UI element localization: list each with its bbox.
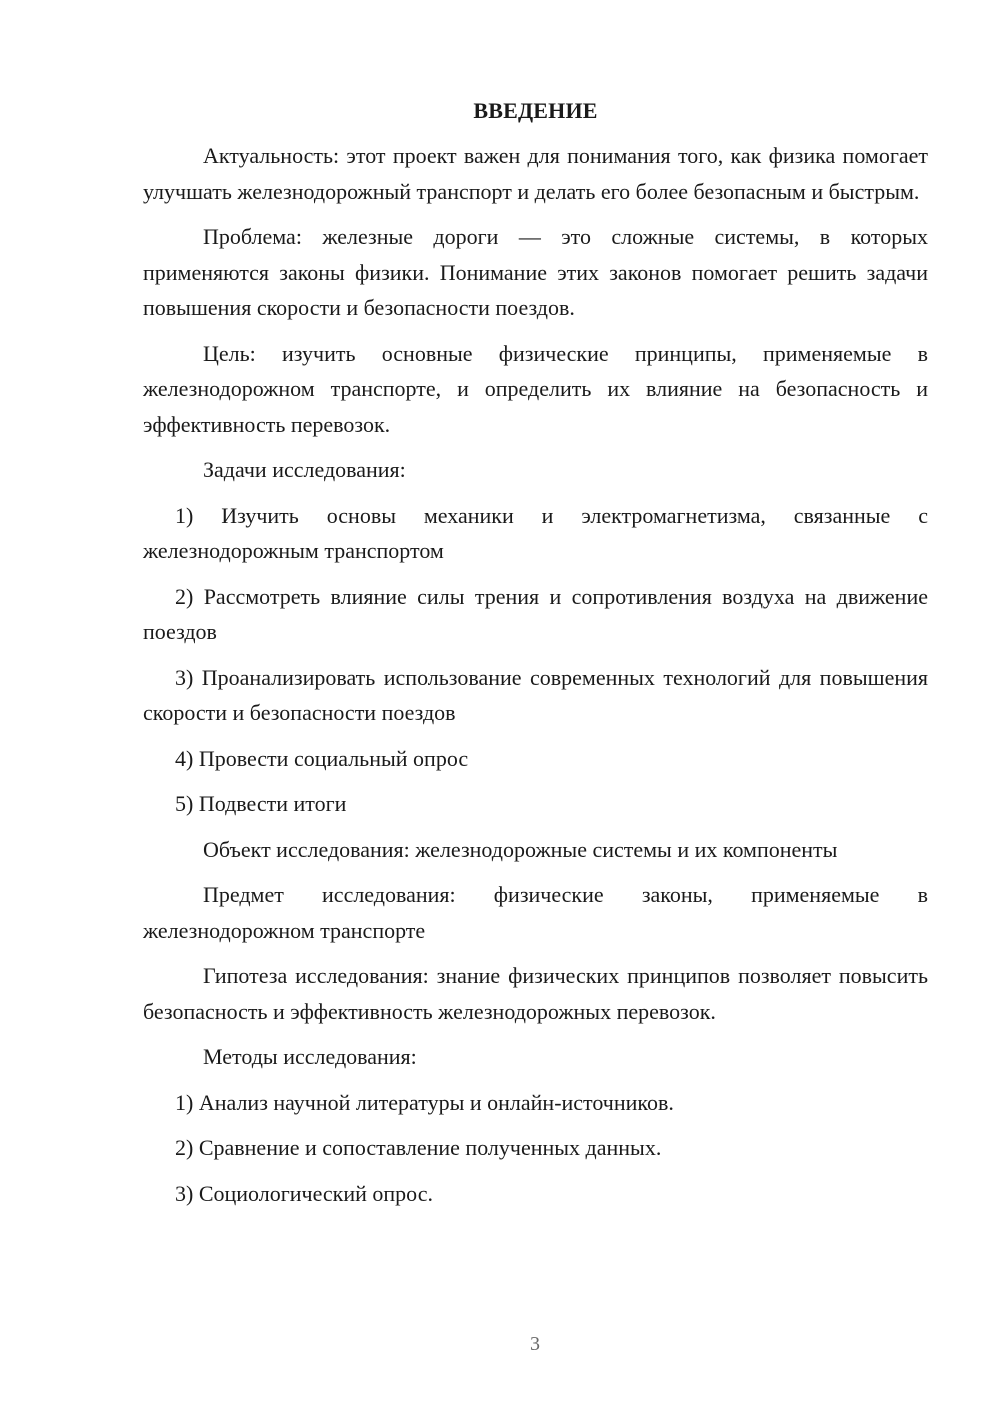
method-item: 1) Анализ научной литературы и онлайн-источников.: [175, 1089, 674, 1115]
section-title: ВВЕДЕНИЕ: [473, 98, 598, 123]
method-item: 2) Сравнение и сопоставление полученных данных.: [175, 1135, 662, 1160]
page-number: 3: [530, 1333, 540, 1355]
tasks-heading: Задачи исследования:: [203, 457, 406, 482]
task-item: 3) Проанализировать использование современных технологий для повышения скорости и безопасности поездов: [143, 664, 928, 725]
task-item: 4) Провести социальный опрос: [175, 745, 469, 771]
task-item: 1) Изучить основы механики и электромагнетизма, связанные с железнодорожным транспортом: [143, 502, 928, 563]
document-body: [143, 94, 928, 1211]
paragraph-relevance: Актуальность: этот проект важен для понимания того, как физика помогает улучшать железнодорожный транспорт и делать его более безопасным и быстрым.: [143, 143, 928, 204]
paragraph-object: Объект исследования: железнодорожные системы и их компоненты: [203, 836, 838, 862]
task-item: 2) Рассмотреть влияние силы трения и сопротивления воздуха на движение поездов: [143, 583, 928, 644]
method-item: 3) Социологический опрос.: [175, 1180, 433, 1206]
paragraph-hypothesis: Гипотеза исследования: знание физических принципов позволяет повысить безопасность и эффективность железнодорожных перевозок.: [143, 963, 928, 1024]
task-item: 5) Подвести итоги: [175, 791, 347, 816]
paragraph-goal: Цель: изучить основные физические принципы, применяемые в железнодорожном транспорте, и определить их влияние на безопасность и эффективность перевозок.: [143, 340, 928, 437]
paragraph-subject: Предмет исследования: физические законы, применяемые в железнодорожном транспорте: [143, 882, 928, 943]
methods-heading: Методы исследования:: [203, 1044, 417, 1069]
paragraph-problem: Проблема: железные дороги — это сложные системы, в которых применяются законы физики. Понимание этих законов помогает решить задачи повышения скорости и безопасности поездов.: [143, 224, 928, 320]
